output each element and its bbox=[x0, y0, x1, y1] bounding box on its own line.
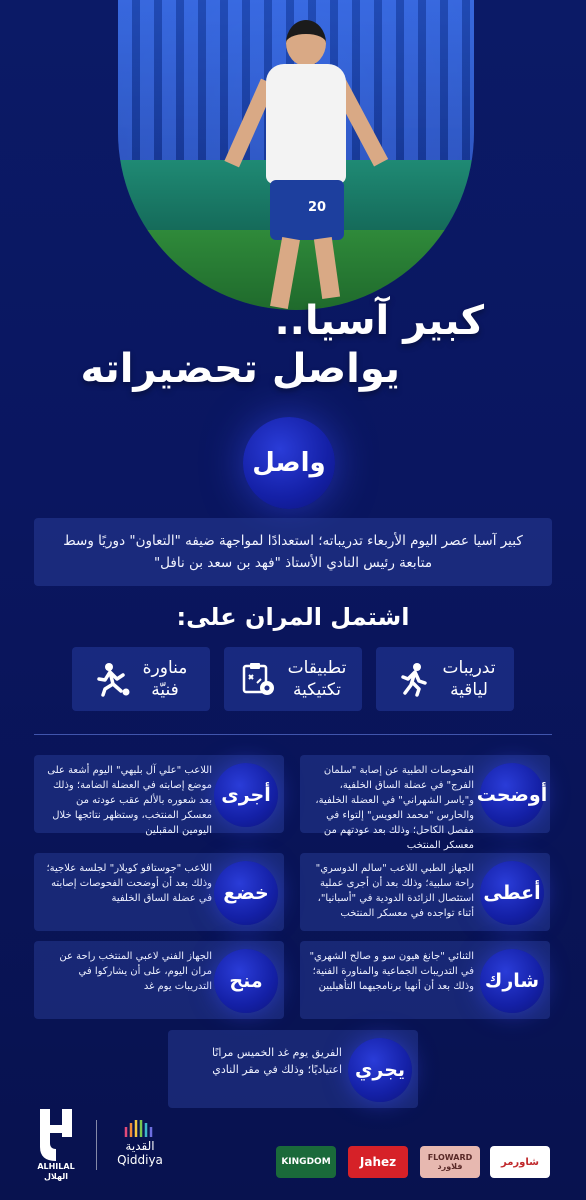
partner-name-ar: القدية bbox=[125, 1139, 155, 1153]
update-verb: منح bbox=[214, 949, 278, 1013]
update-verb: شارك bbox=[480, 949, 544, 1013]
update-verb: خضع bbox=[214, 861, 278, 925]
club-name-ar: الهلال bbox=[43, 1172, 69, 1181]
sponsor-kingdom: KINGDOM bbox=[276, 1146, 336, 1178]
player-figure bbox=[248, 20, 358, 310]
update-card bbox=[34, 755, 284, 836]
update-text: الجهاز الطبي اللاعب "سالم الدوسري" راحة سلبية؛ وذلك بعد أن أجرى عملية استئصال الزائدة الدودية في "أسبانيا"، أثناء تواجده في معسكر المنتخب bbox=[315, 863, 474, 919]
update-verb: أجرى bbox=[214, 763, 278, 827]
next-session-verb: يجري bbox=[348, 1038, 412, 1102]
update-card bbox=[300, 755, 550, 851]
running-player-icon bbox=[395, 661, 431, 697]
tactics-board-icon bbox=[240, 661, 276, 697]
hero-photo bbox=[118, 0, 474, 310]
session-item-label: تدريبات لياقية bbox=[442, 658, 496, 700]
session-item-label: مناورة فنيّة bbox=[142, 658, 188, 700]
alhilal-logo bbox=[30, 1107, 82, 1167]
main-verb-badge: واصل bbox=[243, 417, 335, 509]
kicking-player-icon bbox=[95, 661, 131, 697]
session-item-tactics bbox=[224, 647, 362, 711]
session-heading: اشتمل المران على: bbox=[176, 603, 410, 631]
update-text: اللاعب "علي آل بليهي" اليوم أشعة على موضع إصابته في العضلة الضامة؛ وذلك بعد شعوره بالألم عقب عودته من معسكر المنتخب، وستظهر نتائجها خلال اليومين المقبلين bbox=[47, 765, 212, 836]
sponsor-shawarmer: شاورمر bbox=[490, 1146, 550, 1178]
club-name-en: ALHILAL bbox=[37, 1162, 75, 1171]
qiddiya-logo bbox=[108, 1117, 172, 1167]
session-item-scrimmage bbox=[72, 647, 210, 711]
update-text: الفحوصات الطبية عن إصابة "سلمان الفرج" في عضلة الساق الخلفية، و"ياسر الشهراني" في العضلة الخلفية، والحارس "محمد العويس" إلتواء في مفصل الكاحل؛ وذلك بعد عودتهم من معسكر المنتخب bbox=[315, 765, 474, 851]
shirt-number: 20 bbox=[308, 200, 327, 215]
headline-line2: يواصل تحضيراته bbox=[80, 346, 400, 392]
partner-name-en: Qiddiya bbox=[117, 1153, 163, 1167]
alhilal-wordmark bbox=[24, 1162, 88, 1182]
update-card bbox=[34, 853, 284, 931]
update-card bbox=[300, 941, 550, 1019]
update-verb: أوضحت bbox=[480, 763, 544, 827]
next-session-text: الفريق يوم غد الخميس مرانًا اعتياديًا؛ وذلك في مقر النادي bbox=[212, 1046, 342, 1076]
update-card bbox=[300, 853, 550, 931]
next-session-card bbox=[168, 1030, 418, 1108]
update-text: اللاعب "جوستافو كويلار" لجلسة علاجية؛ وذلك بعد أن أوضحت الفحوصات إصابته في عضلة الساق الخلفية bbox=[46, 863, 212, 904]
update-verb: أعطى bbox=[480, 861, 544, 925]
update-card bbox=[34, 941, 284, 1019]
update-text: الثنائي "جانغ هيون سو و صالح الشهري" في التدريبات الجماعية والمناورة الفنية؛ وذلك بعد أن أنهيا برنامجيهما التأهيليين bbox=[309, 951, 474, 992]
sponsor-jahez: Jahez bbox=[348, 1146, 408, 1178]
update-text: الجهاز الفني لاعبي المنتخب راحة عن مران اليوم، على أن يشاركوا في التدريبات يوم غد bbox=[59, 951, 212, 992]
sponsor-floward: FLOWARD فلاورد bbox=[420, 1146, 480, 1178]
section-divider bbox=[34, 734, 552, 735]
headline-line1: كبير آسيا.. bbox=[274, 298, 484, 344]
intro-text: كبير آسيا عصر اليوم الأربعاء تدريباته؛ استعدادًا لمواجهة ضيفه "التعاون" دوريًا وسط متابعة رئيس النادي الأستاذ "فهد بن سعد بن نافل" bbox=[34, 518, 552, 586]
footer-divider bbox=[96, 1120, 97, 1170]
session-item-fitness bbox=[376, 647, 514, 711]
session-item-label: تطبيقات تكتيكية bbox=[287, 658, 347, 700]
